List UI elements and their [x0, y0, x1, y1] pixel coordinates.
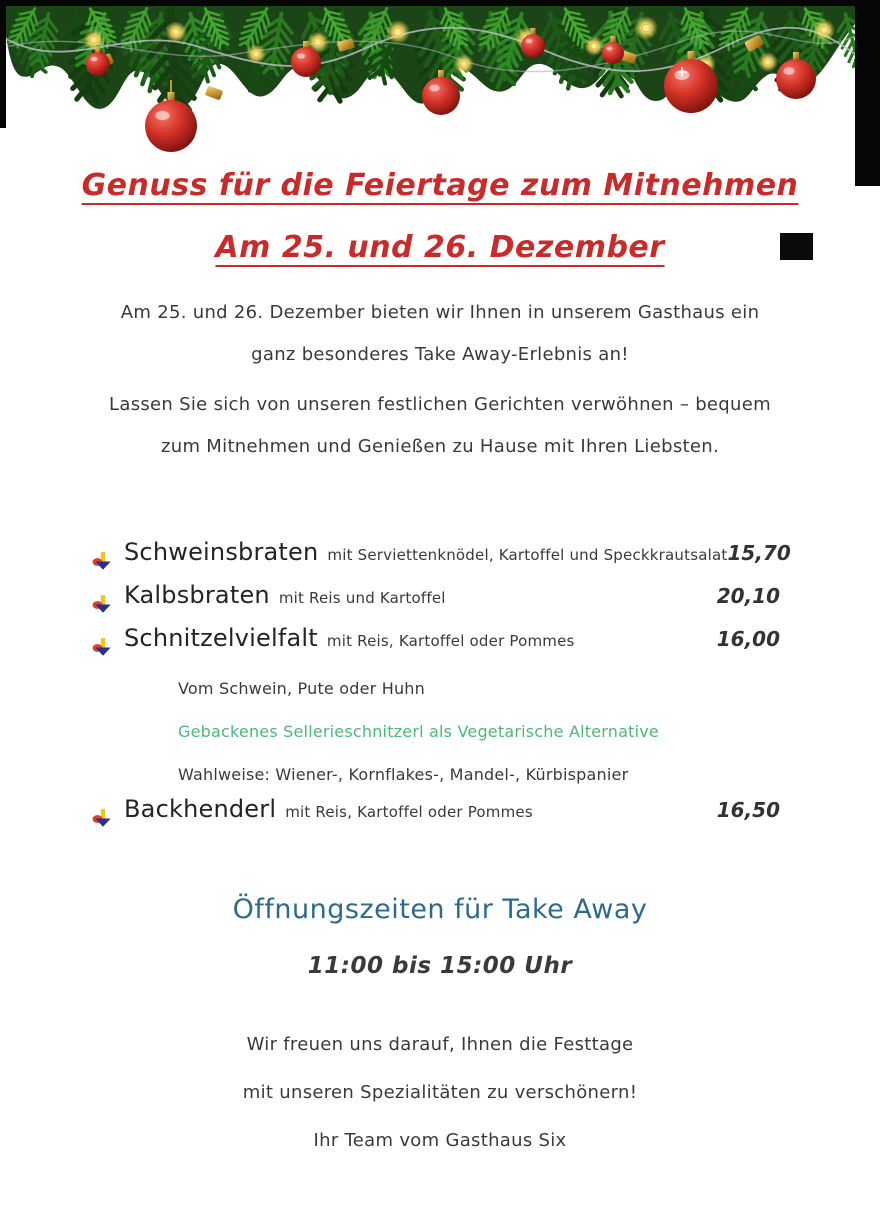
menu-item-row	[0, 624, 880, 667]
menu-note-vegetarian: Gebackenes Sellerieschnitzerl als Vegetarische Alternative	[178, 722, 659, 741]
page-subtitle: Am 25. und 26. Dezember	[215, 230, 665, 265]
screen-edge-top	[0, 0, 880, 6]
closing-text-line: mit unseren Spezialitäten zu verschönern!	[242, 1082, 638, 1103]
intro-text-line: zum Mitnehmen und Genießen zu Hause mit Ihren Liebsten.	[161, 436, 719, 457]
intro-text-line: Lassen Sie sich von unseren festlichen Gerichten verwöhnen – bequem	[109, 394, 771, 415]
menu-item-row	[0, 795, 880, 838]
closing-text-line: Wir freuen uns darauf, Ihnen die Festtage	[246, 1034, 634, 1055]
intro-text-line: ganz besonderes Take Away-Erlebnis an!	[251, 344, 629, 365]
menu-item-description: mit Serviettenknödel, Kartoffel und Speckkrautsalat	[327, 546, 728, 564]
closing-text-line: Ihr Team vom Gasthaus Six	[313, 1130, 567, 1151]
page-title: Genuss für die Feiertage zum Mitnehmen	[81, 168, 799, 203]
menu-item-name: Backhenderl	[124, 795, 277, 823]
menu-item-description: mit Reis und Kartoffel	[278, 589, 446, 607]
intro-section	[0, 292, 880, 468]
menu-item-row	[0, 581, 880, 624]
intro-text-line: Am 25. und 26. Dezember bieten wir Ihnen in unserem Gasthaus ein	[120, 302, 760, 323]
menu-item-price: 20,10	[716, 584, 780, 608]
menu-section	[0, 538, 880, 838]
closing-section	[0, 1021, 880, 1165]
arrow-bullet-icon	[92, 808, 114, 830]
arrow-bullet-icon	[92, 594, 114, 616]
screen-edge-right	[855, 0, 880, 186]
hours-title: Öffnungszeiten für Take Away	[232, 894, 648, 925]
menu-item-price: 16,50	[716, 798, 780, 822]
menu-item-row	[0, 538, 880, 581]
menu-item-description: mit Reis, Kartoffel oder Pommes	[326, 632, 575, 650]
menu-note: Vom Schwein, Pute oder Huhn	[178, 679, 425, 698]
screen-edge-left	[0, 0, 6, 128]
menu-item-name: Schnitzelvielfalt	[124, 624, 318, 652]
menu-item-name: Schweinsbraten	[124, 538, 319, 566]
menu-note: Wahlweise: Wiener-, Kornflakes-, Mandel-, Kürbispanier	[178, 765, 629, 784]
hours-time: 11:00 bis 15:00 Uhr	[307, 953, 573, 979]
menu-item-price: 15,70	[727, 541, 791, 565]
menu-item-description: mit Reis, Kartoffel oder Pommes	[285, 803, 533, 821]
arrow-bullet-icon	[92, 551, 114, 573]
arrow-bullet-icon	[92, 637, 114, 659]
menu-item-price: 16,00	[716, 627, 780, 651]
document-content	[0, 160, 880, 1165]
christmas-garland-image	[6, 6, 855, 158]
menu-item-name: Kalbsbraten	[124, 581, 270, 609]
